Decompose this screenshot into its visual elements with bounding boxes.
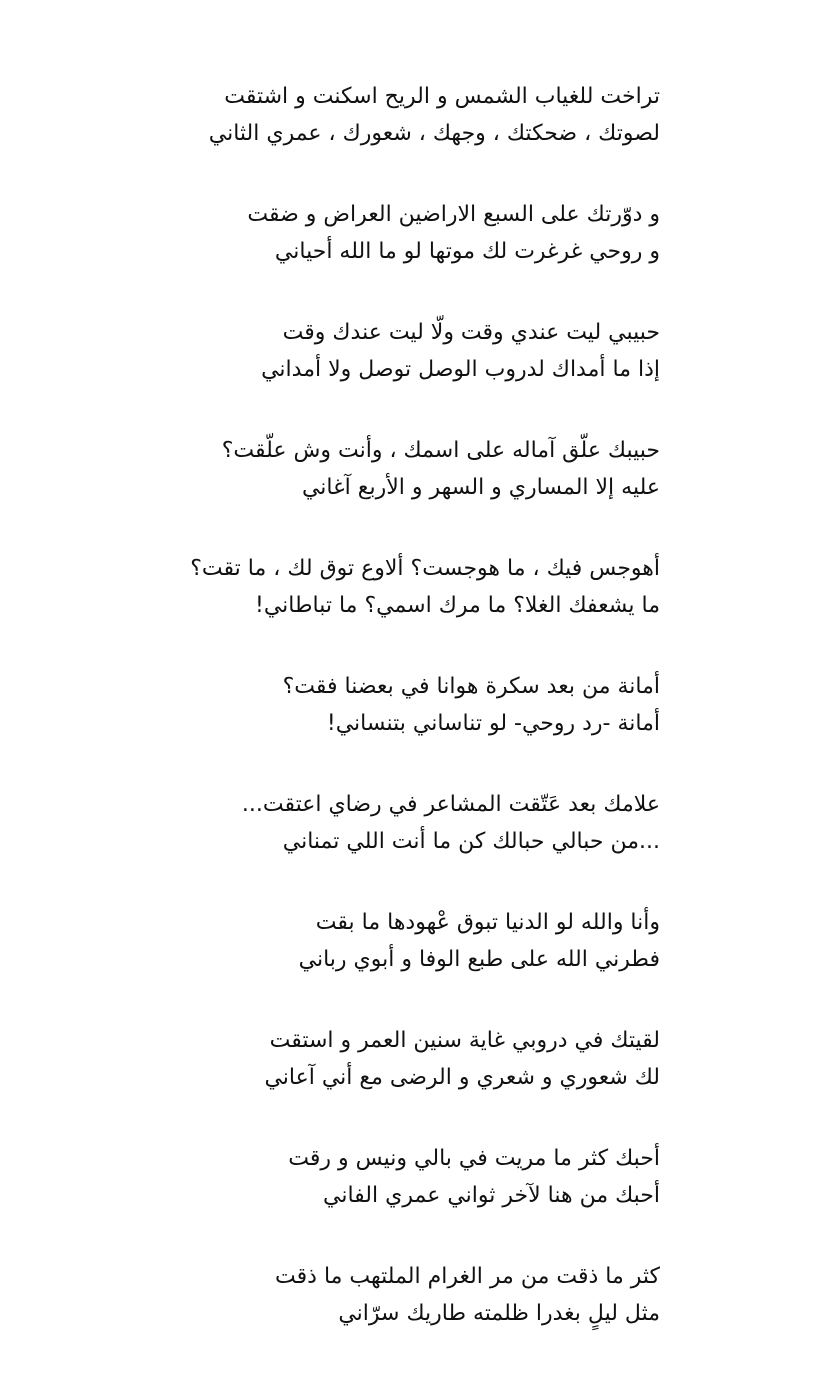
verse-line: فطرني الله على طبع الوفا و أبوي رباني [298, 947, 660, 972]
stanza [150, 786, 660, 860]
verse-line: ما يشعفك الغلا؟ ما مرك اسمي؟ ما تباطاني! [255, 593, 660, 618]
stanza [150, 904, 660, 978]
verse-line: إذا ما أمداك لدروب الوصل توصل ولا أمداني [261, 357, 660, 382]
stanza [150, 550, 660, 624]
verse-line: كثر ما ذقت من مر الغرام الملتهب ما ذقت [275, 1264, 660, 1289]
stanza [150, 1140, 660, 1214]
verse-line: و دوّرتك على السبع الاراضين العراض و ضقت [247, 202, 660, 227]
verse-line: لصوتك ، ضحكتك ، وجهك ، شعورك ، عمري الثاني [208, 121, 660, 146]
stanza [150, 314, 660, 388]
verse-line: أحبك كثر ما مريت في بالي ونيس و رقت [288, 1146, 660, 1171]
stanza [150, 196, 660, 270]
stanza [150, 432, 660, 506]
stanza [150, 1022, 660, 1096]
stanza [150, 668, 660, 742]
verse-line: أهوجس فيك ، ما هوجست؟ ألاوع توق لك ، ما تقت؟ [190, 556, 660, 581]
stanza [150, 78, 660, 152]
poem [150, 78, 660, 1376]
verse-line: حبيبك علّق آماله على اسمك ، وأنت وش علّقت؟ [221, 438, 660, 463]
stanza [150, 1258, 660, 1332]
verse-line: أمانة من بعد سكرة هوانا في بعضنا فقت؟ [282, 674, 660, 699]
verse-line: عليه إلا المساري و السهر و الأربع آغاني [301, 475, 660, 500]
verse-line: و روحي غرغرت لك موتها لو ما الله أحياني [274, 239, 660, 264]
verse-line: مثل ليلٍ بغدرا ظلمته طاريك سرّاني [338, 1301, 660, 1326]
verse-line: أمانة -رد روحي- لو تناساني بتنساني! [326, 711, 660, 736]
verse-line: لقيتك في دروبي غاية سنين العمر و استقت [269, 1028, 660, 1053]
verse-line: علامك بعد عَتّقت المشاعر في رضاي اعتقت... [241, 792, 660, 817]
verse-line: وأنا والله لو الدنيا تبوق عْهودها ما بقت [315, 910, 660, 935]
verse-line: لك شعوري و شعري و الرضى مع أني آعاني [264, 1065, 660, 1090]
verse-line: أحبك من هنا لآخر ثواني عمري الفاني [323, 1183, 660, 1208]
verse-line: ...من حبالي حبالك كن ما أنت اللي تمناني [282, 829, 660, 854]
verse-line: حبيبي ليت عندي وقت ولّا ليت عندك وقت [282, 320, 660, 345]
verse-line: تراخت للغياب الشمس و الريح اسكنت و اشتقت [224, 84, 660, 109]
